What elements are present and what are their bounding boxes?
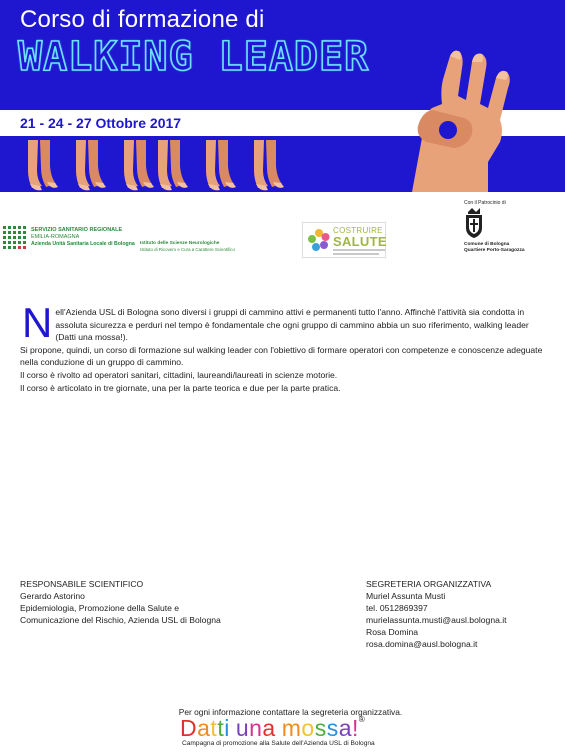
campaign-title-letter: D bbox=[180, 715, 198, 741]
secretariat-phone: tel. 0512869397 bbox=[366, 603, 428, 613]
campaign-title-letter: n bbox=[249, 715, 263, 741]
secretariat-email2[interactable]: rosa.domina@ausl.bologna.it bbox=[366, 639, 478, 649]
structure-paragraph: Il corso è articolato in tre giornate, una per la parte teorica e due per la parte pratica. bbox=[20, 382, 341, 393]
campaign-title-letter: s bbox=[314, 715, 327, 741]
campaign-title-letter: ! bbox=[351, 715, 359, 741]
course-dates: 21 - 24 - 27 Ottobre 2017 bbox=[20, 115, 182, 131]
secretariat-email1[interactable]: murielassunta.musti@ausl.bologna.it bbox=[366, 615, 507, 625]
audience-paragraph: Il corso è rivolto ad operatori sanitari, cittadini, laureandi/laureati in scienze motorie. bbox=[20, 369, 338, 380]
header-banner bbox=[0, 0, 565, 192]
costruire-salute-logo bbox=[302, 222, 386, 258]
title-line2: WALKING LEADER bbox=[18, 34, 370, 80]
campaign-title-letter: a bbox=[262, 715, 276, 741]
objective-paragraph: Si propone, quindi, un corso di formazione sul walking leader con l'obiettivo di formare operatori con competenze e conoscenze adeguate nella conduzione di un gruppo di cammino. bbox=[20, 344, 543, 368]
campaign-subtitle: Campagna di promozione alla Salute dell'Azienda USL di Bologna bbox=[182, 740, 375, 747]
campaign-title-letter: m bbox=[281, 715, 302, 741]
cs-tagline-bar bbox=[333, 249, 385, 251]
scientific-lead-block bbox=[20, 578, 221, 626]
ok-hand-illustration bbox=[392, 38, 532, 192]
dropcap-letter: N bbox=[22, 299, 53, 346]
salute-label: SALUTE bbox=[333, 234, 387, 249]
comune-bologna-logo bbox=[450, 198, 540, 258]
footer-info: Per ogni informazione contattare la segreteria organizzativa. bbox=[178, 707, 403, 717]
campaign-title-letter: s bbox=[326, 715, 339, 741]
crest-icon bbox=[464, 208, 484, 238]
scientific-lead-dept2: Comunicazione del Rischio, Azienda USL di Bologna bbox=[20, 615, 221, 625]
comune-line1: Comune di Bologna bbox=[464, 242, 510, 247]
campaign-title-letter: t bbox=[217, 715, 225, 741]
secretariat-heading: SEGRETERIA ORGANIZZATIVA bbox=[366, 579, 492, 589]
campaign-title bbox=[180, 715, 365, 742]
ssr-line2: EMILIA-ROMAGNA bbox=[31, 234, 80, 240]
datti-una-mossa-logo bbox=[168, 715, 408, 751]
isn-logo bbox=[140, 241, 245, 252]
costruire-label: COSTRUIRE bbox=[333, 226, 383, 235]
scientific-lead-heading: RESPONSABILE SCIENTIFICO bbox=[20, 579, 144, 589]
patronage-label: Con il Patrocinio di bbox=[464, 200, 506, 206]
title-line1: Corso di formazione di bbox=[20, 6, 265, 33]
walking-fingers-illustration bbox=[22, 136, 292, 192]
ssr-line1: SERVIZIO SANITARIO REGIONALE bbox=[31, 227, 123, 233]
flower-icon bbox=[307, 228, 331, 252]
ssr-grid-icon bbox=[3, 226, 27, 250]
campaign-title-letter: a bbox=[197, 715, 211, 741]
isn-line2: Istituto di Ricovero e Cura a Carattere Scientifico bbox=[140, 247, 235, 252]
scientific-lead-name: Gerardo Astorino bbox=[20, 591, 85, 601]
campaign-title-letter: o bbox=[301, 715, 315, 741]
campaign-title-letter: i bbox=[224, 715, 230, 741]
scientific-lead-dept1: Epidemiologia, Promozione della Salute e bbox=[20, 603, 180, 613]
intro-text: ell'Azienda USL di Bologna sono diversi i gruppi di cammino attivi e permanenti tutto l'anno. Affinchè l'attività sia condotta in assoluta sicurezza e perduri nel tempo è fondamentale che ogni gruppo di cammino abbia un suo riferimento, walking leader (Datti una mossa!). bbox=[55, 307, 529, 343]
campaign-title-letter: a bbox=[338, 715, 352, 741]
campaign-title-letter: t bbox=[210, 715, 218, 741]
ssr-line3: Azienda Unità Sanitaria Locale di Bologna bbox=[31, 241, 135, 247]
intro-paragraph bbox=[20, 299, 546, 346]
course-description bbox=[20, 299, 546, 394]
ssr-emilia-romagna-logo bbox=[3, 224, 138, 256]
secretariat-contact2-name: Rosa Domina bbox=[366, 627, 419, 637]
secretariat-block bbox=[366, 578, 507, 650]
cs-tagline-bar bbox=[333, 253, 379, 255]
secretariat-contact1-name: Muriel Assunta Musti bbox=[366, 591, 446, 601]
comune-line2: Quartiere Porto-Saragozza bbox=[464, 248, 525, 253]
isn-line1: Istituto delle Scienze Neurologiche bbox=[140, 241, 220, 246]
campaign-title-letter: u bbox=[235, 715, 250, 741]
registered-mark: ® bbox=[358, 715, 366, 724]
